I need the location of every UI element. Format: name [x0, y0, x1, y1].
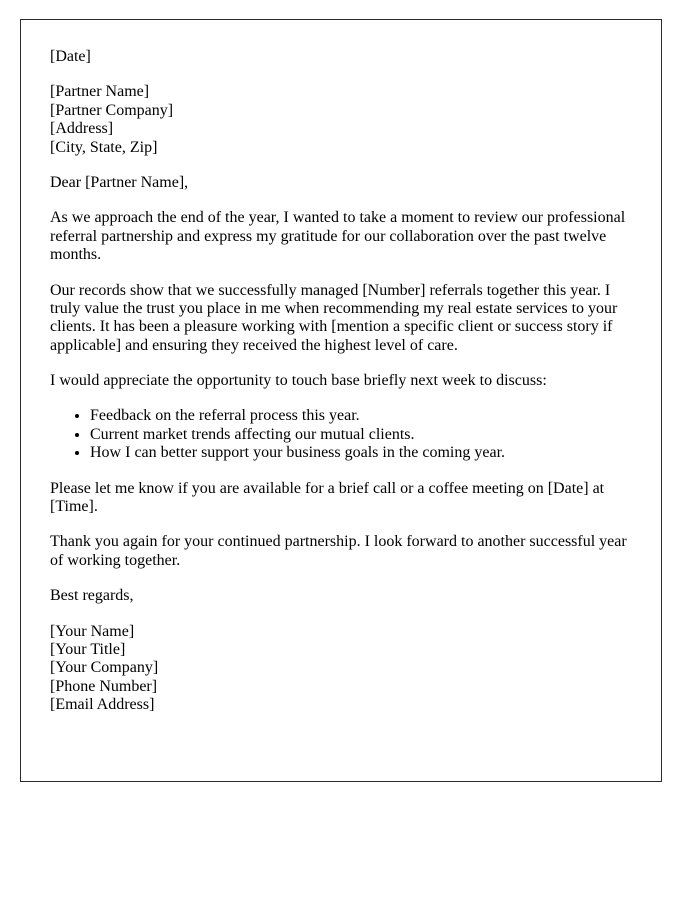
paragraph-availability: Please let me know if you are available for a brief call or a coffee meeting on [Date] at [Time]. [50, 479, 605, 516]
recipient-company: [Partner Company] [50, 101, 174, 119]
recipient-city-state-zip: [City, State, Zip] [50, 138, 158, 156]
signature-email: [Email Address] [50, 696, 155, 714]
salutation: Dear [Partner Name], [50, 173, 189, 191]
date-line: [Date] [50, 48, 91, 65]
letter-page [20, 19, 662, 782]
recipient-address: [Address] [50, 120, 114, 138]
signature-block [50, 623, 631, 715]
signature-name: [Your Name] [50, 622, 135, 640]
paragraph-thanks: Thank you again for your continued partnership. I look forward to another successful year of working together. [50, 533, 627, 569]
recipient-block [50, 83, 631, 157]
paragraph-discuss-intro: I would appreciate the opportunity to touch base briefly next week to discuss: [50, 372, 547, 390]
closing: Best regards, [50, 587, 134, 605]
signature-phone: [Phone Number] [50, 677, 158, 695]
recipient-name: [Partner Name] [50, 83, 150, 101]
signature-title: [Your Title] [50, 640, 126, 658]
paragraph-intro: As we approach the end of the year, I wanted to take a moment to review our professional referral partnership and express my gratitude for our collaboration over the past twelve months. [50, 209, 626, 264]
list-item-support-goals: • How I can better support your business goals in the coming year. [90, 444, 631, 462]
paragraph-records: Our records show that we successfully managed [Number] referrals together this year. I truly value the trust you place in me when recommending my real estate services to your clients. It has been a pleasure working with [mention a specific client or success story if applicable] and ensuring they received the highest level of care. [50, 281, 618, 354]
list-item-feedback: • Feedback on the referral process this year. [90, 407, 631, 425]
signature-company: [Your Company] [50, 659, 159, 677]
discussion-topics-list [50, 407, 631, 462]
list-item-market-trends: • Current market trends affecting our mutual clients. [90, 426, 631, 444]
